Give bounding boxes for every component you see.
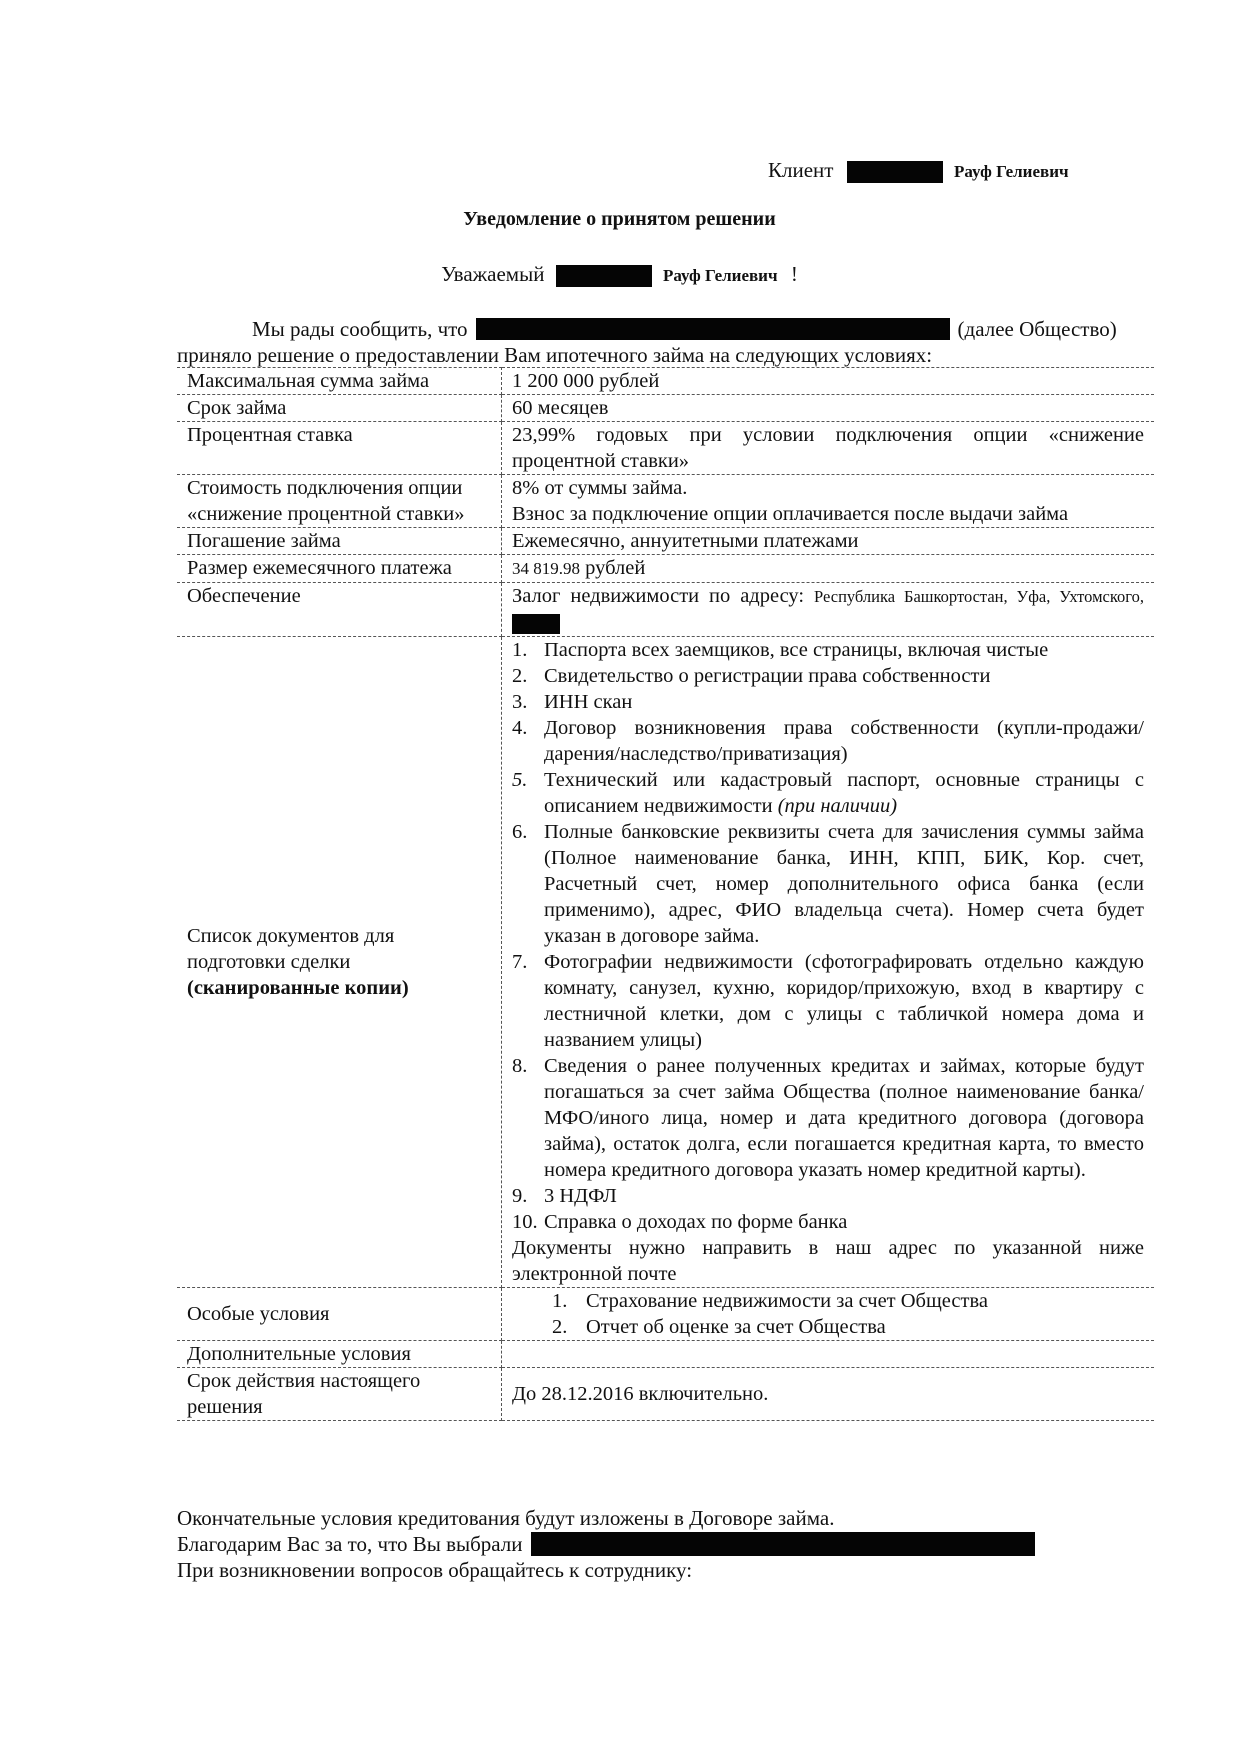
redacted-surname xyxy=(556,265,652,287)
outro-line3: При возникновении вопросов обращайтесь к сотруднику: xyxy=(177,1558,693,1582)
monthly-payment-amount: 34 819.98 xyxy=(512,559,580,578)
redacted-surname xyxy=(847,161,943,183)
list-item-text: Страхование недвижимости за счет Общества xyxy=(586,1290,988,1312)
greeting-name: Рауф Гелиевич xyxy=(662,266,778,285)
table-row xyxy=(177,395,1154,422)
table-row xyxy=(177,1288,1154,1341)
table-row xyxy=(177,583,1154,637)
client-name: Рауф Гелиевич xyxy=(953,162,1069,181)
document-title: Уведомление о принятом решении xyxy=(463,208,776,230)
document-list-item xyxy=(512,1183,1144,1209)
redacted-company-name xyxy=(476,318,950,340)
max-sum-label: Максимальная сумма займа xyxy=(177,368,502,395)
list-item-text: Полные банковские реквизиты счета для зачисления суммы займа (Полное наименование банка, ИНН, КПП, БИК, Кор. счет, Расчетный счет, номер дополнительного офиса банка (если применимо), адрес, ФИО владельца счета). Номер счета будет указан в договоре займа. xyxy=(544,821,1144,947)
list-item-text: Справка о доходах по форме банка xyxy=(544,1211,848,1233)
list-item-number: 2. xyxy=(512,665,528,687)
list-item-number: 5. xyxy=(512,769,528,791)
special-condition-item xyxy=(552,1288,1144,1314)
intro-line2: приняло решение о предоставлении Вам ипотечного займа на следующих условиях: xyxy=(177,343,933,367)
repayment-value: Ежемесячно, аннуитетными платежами xyxy=(502,528,1155,555)
client-line xyxy=(768,158,1069,183)
document-list-item xyxy=(512,819,1144,949)
additional-label: Дополнительные условия xyxy=(177,1341,502,1368)
greeting xyxy=(0,262,1239,287)
max-sum-value: 1 200 000 рублей xyxy=(502,368,1155,395)
additional-value xyxy=(502,1341,1155,1368)
list-item-text: ИНН скан xyxy=(544,691,633,713)
list-item-text: Свидетельство о регистрации права собственности xyxy=(544,665,991,687)
repayment-label: Погашение займа xyxy=(177,528,502,555)
outro-line2-prefix: Благодарим Вас за то, что Вы выбрали xyxy=(177,1532,523,1556)
intro-end: (далее Общество) xyxy=(957,317,1117,341)
list-item-number: 6. xyxy=(512,821,528,843)
list-item-text: Паспорта всех заемщиков, все страницы, включая чистые xyxy=(544,639,1049,661)
special-value xyxy=(502,1288,1155,1341)
option-cost-line2: Взнос за подключение опции оплачивается после выдачи займа xyxy=(512,503,1069,525)
option-cost-line1: 8% от суммы займа. xyxy=(512,477,688,499)
term-label: Срок займа xyxy=(177,395,502,422)
list-item-number: 3. xyxy=(512,691,528,713)
document-list-item xyxy=(512,949,1144,1053)
list-item-number: 4. xyxy=(512,717,528,739)
list-item-number: 2. xyxy=(552,1316,568,1338)
list-item-number: 8. xyxy=(512,1055,528,1077)
list-item-number: 1. xyxy=(552,1290,568,1312)
validity-label: Срок действия настоящего решения xyxy=(177,1368,502,1421)
redacted-company-name xyxy=(531,1532,1035,1556)
documents-note: Документы нужно направить в наш адрес по указанной ниже электронной почте xyxy=(512,1237,1144,1285)
document-list-item xyxy=(512,689,1144,715)
documents-label xyxy=(177,637,502,1288)
document-list-item xyxy=(512,663,1144,689)
table-row xyxy=(177,555,1154,583)
collateral-address: Республика Башкортостан, Уфа, Ухтомского, xyxy=(814,587,1145,606)
list-item-text: Сведения о ранее полученных кредитах и займах, которые будут погашаться за счет займа Общества (полное наименование банка/МФО/иного лица, номер и дата кредитного договора (договора займа), остаток долга, если погашается кредитная карта, то вместо номера кредитного договора указать номер кредитной карты). xyxy=(544,1055,1144,1181)
document-list-item xyxy=(512,715,1144,767)
collateral-prefix: Залог недвижимости по адресу: xyxy=(512,585,805,607)
table-row xyxy=(177,528,1154,555)
outro-line1: Окончательные условия кредитования будут изложены в Договоре займа. xyxy=(177,1506,835,1530)
collateral-label: Обеспечение xyxy=(177,583,502,637)
rate-label: Процентная ставка xyxy=(177,422,502,475)
validity-value: До 28.12.2016 включительно. xyxy=(502,1368,1155,1421)
option-cost-label: Стоимость подключения опции «снижение процентной ставки» xyxy=(177,475,502,528)
table-row xyxy=(177,1368,1154,1421)
term-value: 60 месяцев xyxy=(502,395,1155,422)
special-label: Особые условия xyxy=(177,1288,502,1341)
intro-paragraph xyxy=(177,316,1154,368)
monthly-payment-label: Размер ежемесячного платежа xyxy=(177,555,502,583)
special-condition-item xyxy=(552,1314,1144,1340)
option-cost-value xyxy=(502,475,1155,528)
document-list-item xyxy=(512,767,1144,819)
outro-line2 xyxy=(177,1531,1137,1557)
closing-paragraph xyxy=(177,1505,1137,1583)
intro-start: Мы рады сообщить, что xyxy=(252,317,468,341)
conditions-table xyxy=(177,367,1154,1421)
document-list-item xyxy=(512,1209,1144,1235)
list-item-text: Отчет об оценке за счет Общества xyxy=(586,1316,886,1338)
list-item-text: Договор возникновения права собственности (купли-продажи/дарения/наследство/приватизация) xyxy=(544,717,1144,765)
client-label: Клиент xyxy=(768,158,834,182)
table-row xyxy=(177,422,1154,475)
list-item-number: 9. xyxy=(512,1185,528,1207)
table-row xyxy=(177,368,1154,395)
table-row xyxy=(177,475,1154,528)
greeting-suffix: ! xyxy=(790,262,798,286)
list-item-text: Технический или кадастровый паспорт, основные страницы с описанием недвижимости xyxy=(544,769,1144,817)
list-item-number: 10. xyxy=(512,1211,538,1233)
document-list-item xyxy=(512,637,1144,663)
list-item-number: 7. xyxy=(512,951,528,973)
rate-value: 23,99% годовых при условии подключения опции «снижение процентной ставки» xyxy=(502,422,1155,475)
document-list-item xyxy=(512,1053,1144,1183)
special-conditions-list xyxy=(512,1288,1144,1340)
table-row xyxy=(177,637,1154,1288)
monthly-payment-currency: рублей xyxy=(585,557,646,579)
monthly-payment-value xyxy=(502,555,1155,583)
redacted-address xyxy=(512,614,560,634)
collateral-value xyxy=(502,583,1155,637)
documents-list xyxy=(512,637,1144,1235)
documents-label-bold: (сканированные копии) xyxy=(187,977,409,999)
list-item-text: 3 НДФЛ xyxy=(544,1185,617,1207)
list-item-italic-note: (при наличии) xyxy=(777,795,898,817)
documents-label-text: Список документов для подготовки сделки xyxy=(187,925,395,973)
list-item-text: Фотографии недвижимости (сфотографировать отдельно каждую комнату, санузел, кухню, коридор/прихожую, вход в квартиру с лестничной клетки, дом с улицы с табличкой номера дома и названием улицы) xyxy=(544,951,1144,1051)
documents-value xyxy=(502,637,1155,1288)
greeting-prefix: Уважаемый xyxy=(441,262,545,286)
list-item-number: 1. xyxy=(512,639,528,661)
table-row xyxy=(177,1341,1154,1368)
